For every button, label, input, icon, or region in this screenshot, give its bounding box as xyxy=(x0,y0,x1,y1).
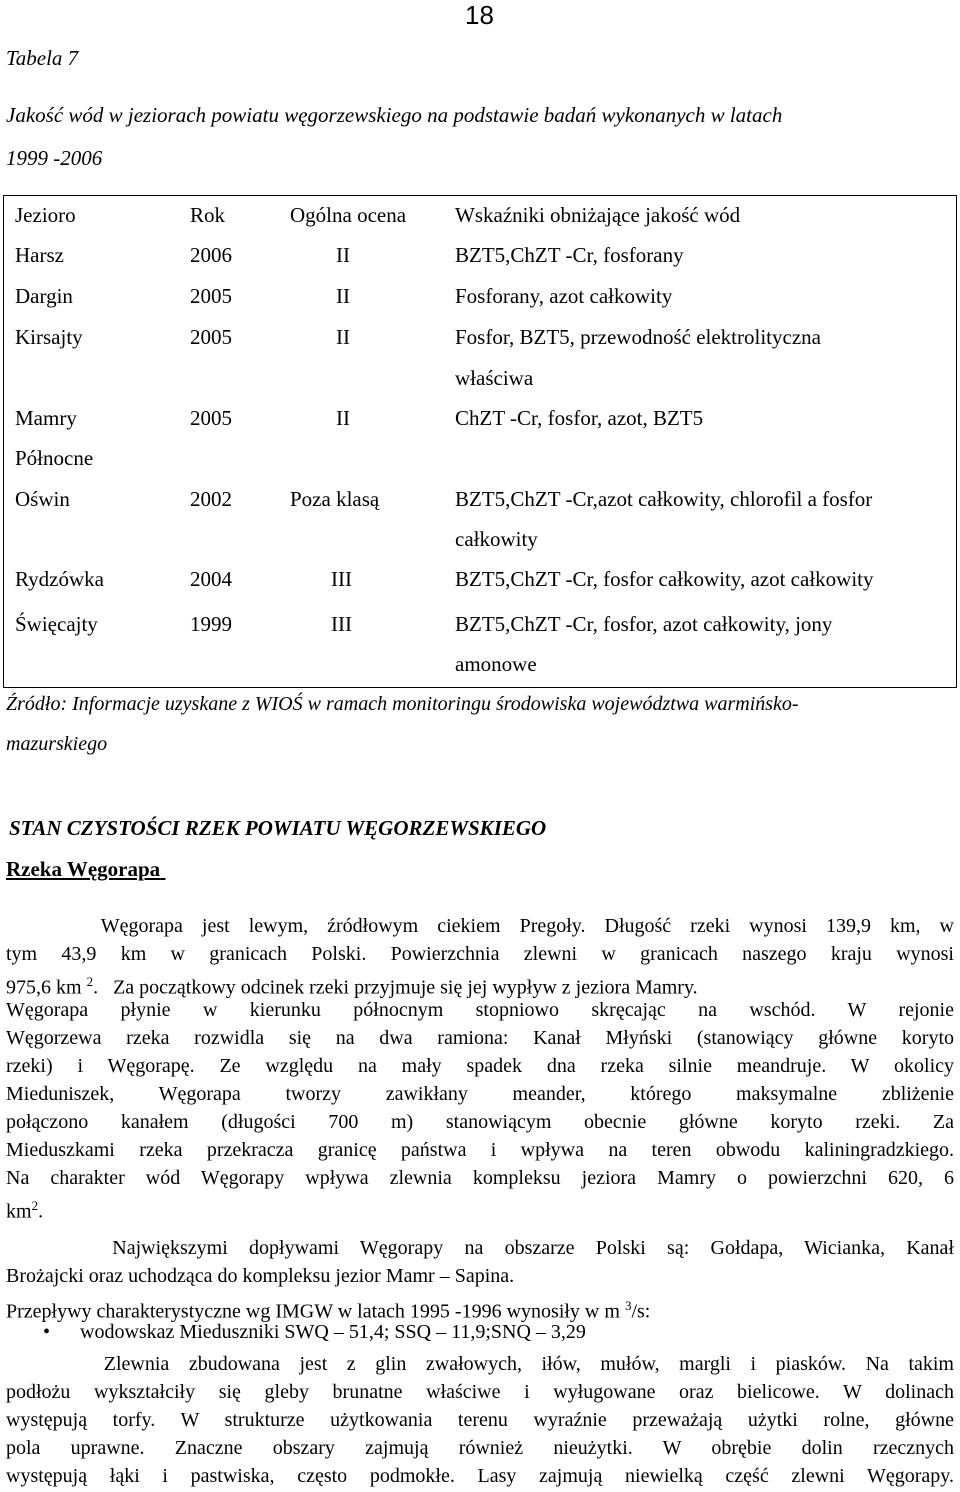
table-cell-indicators-cont: właściwa xyxy=(455,366,534,390)
table-caption-line-2: 1999 -2006 xyxy=(6,146,103,170)
paragraph-catchment xyxy=(6,1350,954,1490)
paragraph-tributaries xyxy=(6,1234,954,1290)
paragraph-line: Największymi dopływami Węgorapy na obszarze Polski są: Gołdapa, Wicianka, Kanał xyxy=(6,1237,954,1259)
table-label: Tabela 7 xyxy=(6,46,79,70)
paragraph-line: Węgorzewa rzeka rozwidla się na dwa ramiona: Kanał Młyński (stanowiący główne koryto xyxy=(6,1027,954,1049)
table-cell-lake: Rydzówka xyxy=(15,567,104,591)
table-cell-year: 2006 xyxy=(190,243,232,267)
table-cell-year: 2004 xyxy=(190,567,232,591)
table-cell-rating: III xyxy=(331,612,352,636)
table-header-indicators: Wskaźniki obniżające jakość wód xyxy=(455,203,741,227)
table-cell-lake: Harsz xyxy=(15,243,64,267)
table-cell-lake: Oświn xyxy=(15,487,70,511)
table-header-lake: Jezioro xyxy=(15,203,76,227)
table-cell-year: 2005 xyxy=(190,284,232,308)
paragraph-line: tym 43,9 km w granicach Polski. Powierzchnia zlewni w granicach naszego kraju wynosi xyxy=(6,943,954,965)
table-cell-indicators-cont: amonowe xyxy=(455,652,537,676)
table-cell-lake: Święcajty xyxy=(15,612,98,636)
table-caption-line-1: Jakość wód w jeziorach powiatu węgorzewskiego na podstawie badań wykonanych w latach xyxy=(6,103,783,127)
subsection-title: Rzeka Węgorapa xyxy=(6,857,161,881)
table-cell-lake-cont: Północne xyxy=(15,446,94,470)
table-cell-rating: II xyxy=(336,406,350,430)
section-title: STAN CZYSTOŚCI RZEK POWIATU WĘGORZEWSKIEGO xyxy=(9,816,547,840)
paragraph-line: Węgorapa płynie w kierunku północnym stopniowo skręcając na wschód. W rejonie xyxy=(6,999,954,1021)
paragraph-line: połączono kanałem (długości 700 m) stanowiącym obecnie główne koryto rzeki. Za xyxy=(6,1111,954,1133)
page-number: 18 xyxy=(465,0,494,30)
table-source-line-1: Źródło: Informacje uzyskane z WIOŚ w ramach monitoringu środowiska województwa warmińsko- xyxy=(6,693,799,715)
paragraph-river-description xyxy=(6,912,954,1223)
table-cell-rating: II xyxy=(336,243,350,267)
table-source-line-2: mazurskiego xyxy=(6,733,108,755)
paragraph-line: występują torfy. W strukturze użytkowania terenu wyraźnie przeważają użytki rolne, główne xyxy=(6,1409,954,1431)
table-cell-year: 2005 xyxy=(190,406,232,430)
table-cell-indicators: BZT5,ChZT -Cr, fosfor całkowity, azot całkowity xyxy=(455,567,874,591)
table-cell-indicators: ChZT -Cr, fosfor, azot, BZT5 xyxy=(455,406,704,430)
paragraph-line: Na charakter wód Węgorapy wpływa zlewnia kompleksu jeziora Mamry o powierzchni 620, 6 xyxy=(6,1167,954,1189)
table-cell-indicators-cont: całkowity xyxy=(455,527,538,551)
bullet-item-gauge: wodowskaz Mieduszniki SWQ – 51,4; SSQ – 11,9;SNQ – 3,29 xyxy=(80,1321,586,1343)
table-cell-lake: Mamry xyxy=(15,406,77,430)
table-cell-indicators: BZT5,ChZT -Cr,azot całkowity, chlorofil a fosfor xyxy=(455,487,873,511)
table-cell-year: 2002 xyxy=(190,487,232,511)
table-cell-indicators: Fosfor, BZT5, przewodność elektrolityczna xyxy=(455,325,821,349)
paragraph-line: Węgorapa jest lewym, źródłowym ciekiem Pregoły. Długość rzeki wynosi 139,9 km, w xyxy=(6,915,954,937)
table-cell-rating: Poza klasą xyxy=(290,487,380,511)
paragraph-line: podłożu wykształciły się gleby brunatne właściwe i wyługowane oraz bielicowe. W dolinach xyxy=(6,1381,954,1403)
table-header-year: Rok xyxy=(190,203,226,227)
table-cell-indicators: Fosforany, azot całkowity xyxy=(455,284,673,308)
paragraph-flows: Przepływy charakterystyczne wg IMGW w latach 1995 -1996 wynosiły w m $^3$/s: xyxy=(6,1298,651,1323)
bullet-icon: • xyxy=(43,1321,51,1343)
paragraph-line: występują łąki i pastwiska, często podmokłe. Lasy zajmują niewielką część zlewni Węgorapy. xyxy=(6,1465,954,1487)
paragraph-line: $km^2$. xyxy=(6,1198,44,1223)
table-cell-year: 1999 xyxy=(190,612,232,636)
paragraph-line: 975,6 km $^2$. Za początkowy odcinek rzeki przyjmuje się jej wypływ z jeziora Mamry. xyxy=(6,974,698,999)
paragraph-line: Mieduniszek, Węgorapa tworzy zawikłany meander, którego maksymalne zbliżenie xyxy=(6,1083,954,1105)
paragraph-line: Brożajcki oraz uchodząca do kompleksu jezior Mamr – Sapina. xyxy=(6,1265,515,1287)
paragraph-line: Mieduszkami rzeka przekracza granicę państwa i wpływa na teren obwodu kaliningradzkiego. xyxy=(6,1139,954,1161)
table-cell-rating: III xyxy=(331,567,352,591)
table-cell-indicators: BZT5,ChZT -Cr, fosforany xyxy=(455,243,684,267)
table-cell-lake: Dargin xyxy=(15,284,73,308)
paragraph-line: Zlewnia zbudowana jest z glin zwałowych, iłów, mułów, margli i piasków. Na takim xyxy=(6,1353,954,1375)
table-cell-indicators: BZT5,ChZT -Cr, fosfor, azot całkowity, jony xyxy=(455,612,833,636)
table-cell-lake: Kirsajty xyxy=(15,325,83,349)
paragraph-line: pola uprawne. Znaczne obszary zajmują również nieużytki. W obrębie dolin rzecznych xyxy=(6,1437,954,1459)
paragraph-line: rzeki) i Węgorapę. Ze względu na mały spadek dna rzeka silnie meandruje. W okolicy xyxy=(6,1055,954,1077)
table-header-rating: Ogólna ocena xyxy=(290,203,407,227)
table-cell-rating: II xyxy=(336,325,350,349)
table-cell-year: 2005 xyxy=(190,325,232,349)
table-cell-rating: II xyxy=(336,284,350,308)
